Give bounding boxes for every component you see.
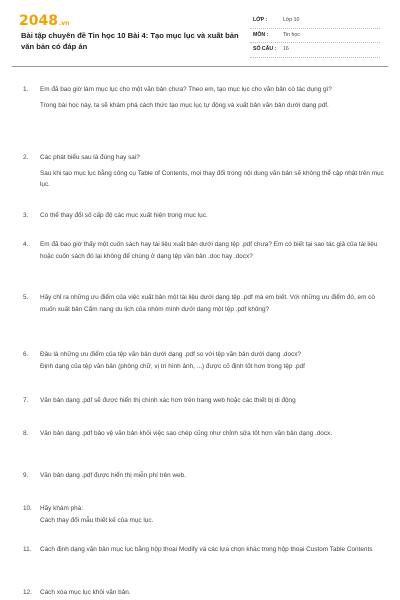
meta-row-count [250, 43, 380, 58]
question-text: Định dạng của tệp văn bản (phông chữ, vị trí hình ảnh, ...) được cố định tốt hơn trong tệp .pdf [40, 362, 305, 370]
question-text: Đâu là những ưu điểm của tệp văn bản dưới dạng .pdf so với tệp văn bản dưới dạng .docx? [40, 351, 301, 358]
question-number: 12. [23, 589, 32, 596]
question-text: Văn bản dạng .pdf được hiển thị miễn phí trên web. [40, 472, 186, 479]
question-number: 4. [23, 241, 29, 248]
question-text: Cách định dạng văn bản mục lục bằng hộp thoại Modify và các lựa chọn khác trong hộp thoại Custom Table Contents [40, 546, 373, 553]
meta-value: 16 [283, 46, 289, 52]
question-number: 3. [23, 212, 29, 219]
question-text: Hãy chỉ ra những ưu điểm của việc xuất bản một tài liệu dưới dạng tệp .pdf mà em biết. Với những ưu điểm đó, em có muốn xuất bản Cẩm nang du lịch của nhóm mình dưới dạng một tệp .pdf không? [40, 294, 375, 313]
question-text: Các phát biểu sau là đúng hay sai? [40, 154, 140, 161]
logo-text: 2048 [19, 13, 58, 29]
meta-key: MÔN : [253, 31, 269, 38]
meta-row-subject [250, 29, 380, 44]
question-text: Sau khi tạo mục lục bằng công cụ Table of Contents, mọi thay đổi trong nội dung văn bản sẽ không thể cập nhật trên mục lục. [40, 169, 384, 188]
question-text: Em đã bao giờ làm mục lục cho một văn bản chưa? Theo em, tạo mục lục cho văn bản có tác dụng gì? [40, 86, 332, 93]
site-logo[interactable] [19, 14, 69, 31]
question-number: 6. [23, 351, 29, 358]
meta-key: LỚP : [253, 17, 268, 23]
question-number: 10. [23, 505, 32, 512]
question-text: Trong bài học này, ta sẽ khám phá cách thức tạo mục lục tự động và xuất bản văn bản dưới dạng pdf. [40, 101, 329, 109]
question-number: 11. [23, 546, 32, 553]
logo-suffix: .vn [58, 20, 70, 27]
question-text: Em đã bao giờ thấy một cuốn sách hay tài liệu xuất bản dưới dạng tệp .pdf chưa? Em có biết tại sao tác giả của tài liệu hoặc cuốn sách đó lại không để chúng ở dạng tệp văn bản .doc hay .docx? [40, 241, 378, 260]
question-text: Văn bản dạng .pdf sẽ được hiển thị chính xác hơn trên trang web hoặc các thiết bị di động [40, 397, 296, 404]
page-header [0, 0, 400, 66]
question-number: 9. [23, 472, 29, 479]
question-text: Có thể thay đổi số cấp độ các mục xuất hiện trong mục lục. [40, 212, 208, 219]
document-title: Bài tập chuyên đề Tin học 10 Bài 4: Tạo mục lục và xuất bản văn bản có đáp án [21, 31, 239, 51]
question-number: 8. [23, 430, 29, 437]
meta-value: Lớp 10 [283, 17, 300, 23]
meta-key: SỐ CÂU : [253, 46, 277, 52]
question-number: 7. [23, 397, 29, 404]
meta-table [250, 14, 380, 58]
question-text: Hãy khám phá: [40, 505, 83, 512]
meta-value: Tin học [283, 31, 300, 38]
question-text: Cách thay đổi mẫu thiết kế của mục lục. [40, 516, 154, 524]
question-text: Văn bản dạng .pdf bảo vệ văn bản khỏi việc sao chép cũng như chỉnh sửa tốt hơn văn bản dạng .docx. [40, 430, 333, 437]
header-divider [12, 66, 388, 67]
question-number: 1. [23, 86, 29, 93]
question-text: Cách xóa mục lục khỏi văn bản. [40, 589, 131, 596]
question-number: 2. [23, 154, 29, 161]
meta-row-grade [250, 14, 380, 29]
question-number: 5. [23, 294, 29, 301]
